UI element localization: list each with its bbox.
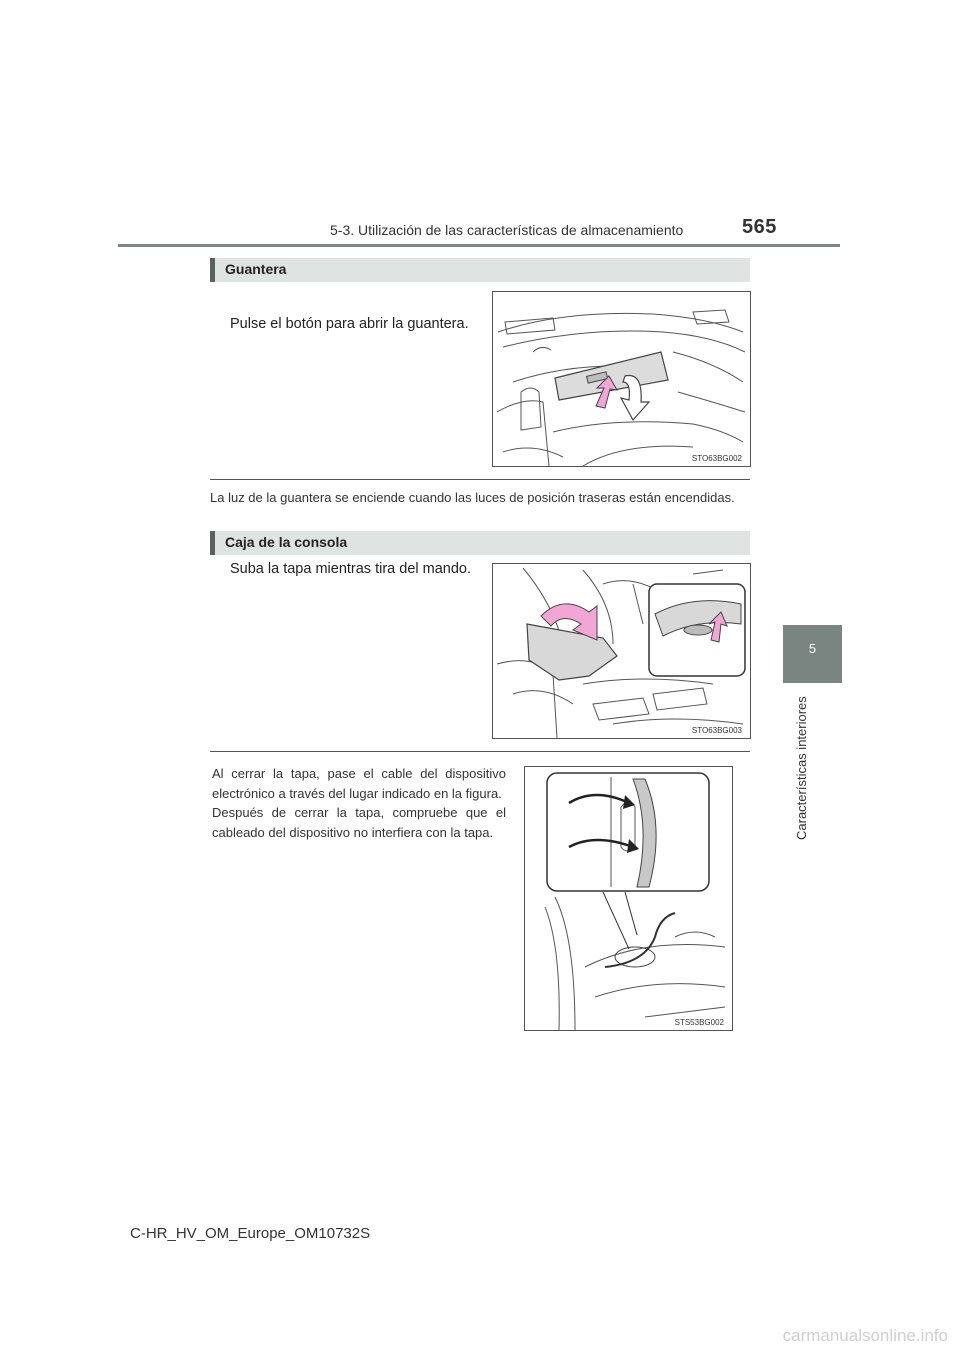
section-title: Caja de la consola: [225, 534, 348, 550]
watermark: carmanualsonline.info: [782, 1326, 948, 1345]
divider: [210, 751, 750, 752]
section-heading-glove-box: [210, 258, 750, 282]
document-id: C-HR_HV_OM_Europe_OM10732S: [130, 1225, 371, 1242]
running-header: 5-3. Utilización de las características de almacenamiento: [330, 222, 684, 238]
console-box-paragraph-text: Al cerrar la tapa, pase el cable del dispositivo electrónico a través del lugar indicado en la figura. Después de cerrar la tapa, compruebe que el cableado del dispositivo no interfiera con la tapa.: [212, 766, 506, 840]
glove-box-step: Pulse el botón para abrir la guantera.: [230, 316, 469, 332]
divider: [210, 479, 750, 480]
section-heading-console-box: [210, 531, 750, 555]
console-box-step: Suba la tapa mientras tira del mando.: [230, 561, 471, 577]
glove-box-note: La luz de la guantera se enciende cuando las luces de posición traseras están encendidas.: [210, 490, 735, 505]
figure-code: STS53BG002: [674, 1018, 724, 1027]
chapter-tab[interactable]: 5: [783, 625, 842, 683]
section-marker: [210, 258, 215, 282]
figure-code: STO63BG002: [691, 454, 742, 463]
figure-code: STO63BG003: [691, 726, 742, 735]
glove-box-drawing: [493, 292, 750, 466]
console-box-paragraph: [212, 764, 506, 842]
chapter-side-title-text: Características interiores: [794, 696, 809, 840]
console-box-drawing: [493, 564, 750, 738]
page-number: 565: [742, 216, 777, 238]
section-marker: [210, 531, 215, 555]
section-title: Guantera: [225, 261, 287, 277]
console-box-illustration: [492, 563, 751, 739]
cable-routing-illustration: [524, 766, 733, 1031]
header-rule: [118, 244, 840, 247]
cable-routing-drawing: [525, 767, 732, 1030]
glove-box-illustration: [492, 291, 751, 467]
chapter-side-title: [790, 690, 810, 840]
